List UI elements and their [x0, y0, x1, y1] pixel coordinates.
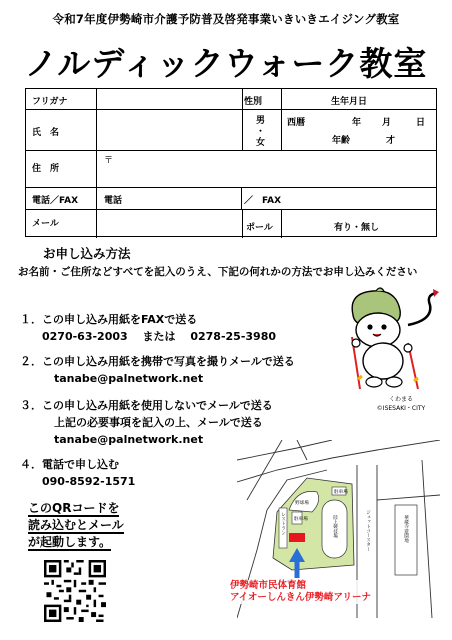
phone-number[interactable]: 090-8592-1571	[42, 475, 136, 488]
fax-numbers: 0270-63-2003 または 0278-25-3980	[42, 330, 276, 343]
venue-name: 伊勢崎市民体育館 アイオーしんきん伊勢崎アリーナ	[230, 580, 371, 603]
page-title: ノルディックウォーク教室	[24, 44, 428, 83]
phone-field[interactable]	[131, 188, 239, 208]
apply-heading: お申し込み方法	[43, 246, 131, 261]
furigana-label: フリガナ	[32, 97, 68, 107]
step-photo-mail	[20, 353, 295, 387]
pole-options[interactable]: 有り・無し	[334, 223, 380, 233]
registration-form	[25, 88, 437, 237]
mail-field[interactable]	[97, 210, 241, 237]
step-phone-title: ４．電話で申し込む	[20, 458, 119, 471]
furigana-field[interactable]	[97, 90, 241, 108]
phone-fax-label: 電話／FAX	[32, 196, 79, 206]
fax-field[interactable]	[296, 188, 436, 208]
postal-mark: 〒	[104, 156, 114, 166]
pole-label: ポール	[246, 223, 273, 233]
gender-male[interactable]: 男	[256, 116, 266, 126]
phone-label: 電話	[104, 196, 123, 206]
step-fax-title: １．この申し込み用紙をFAXで送る	[20, 313, 198, 326]
event-subtitle: 令和7年度伊勢崎市介護予防普及啓発事業いきいきエイジング教室	[52, 12, 400, 26]
name-field[interactable]	[97, 110, 241, 149]
map-label-coaster: ジェットコースター	[365, 510, 371, 552]
era-label: 西暦	[287, 118, 306, 128]
gender-separator: ・	[256, 127, 266, 137]
email-link[interactable]: tanabe@palnetwork.net	[54, 372, 204, 385]
mail-label: メール	[32, 219, 59, 229]
map-label-restaurant: レストラン	[280, 512, 286, 535]
fax-label: ／ FAX	[244, 196, 282, 206]
step-email	[20, 397, 273, 448]
age-unit: 才	[386, 136, 396, 146]
address-field[interactable]	[97, 151, 437, 186]
year-label: 年	[352, 118, 362, 128]
birthday-label: 生年月日	[331, 97, 368, 107]
map-label-track: 陸上競技場	[332, 515, 338, 538]
gender-label: 性別	[244, 97, 263, 107]
step-email-note: 上記の必要事項を記入の上、メールで送る	[54, 416, 263, 429]
month-label: 月	[382, 118, 392, 128]
step-email-title: ３．この申し込み用紙を使用しないでメールで送る	[20, 399, 273, 412]
map-label-parking-2: 駐車場	[294, 517, 308, 522]
address-label: 住 所	[32, 164, 60, 174]
day-label: 日	[416, 118, 426, 128]
email-link[interactable]: tanabe@palnetwork.net	[54, 433, 204, 446]
step-fax	[20, 311, 276, 345]
gender-female[interactable]: 女	[256, 138, 266, 148]
age-label: 年齢	[332, 136, 351, 146]
mascot-caption: くわまる ©ISESAKI・CITY	[376, 396, 426, 412]
gender-options[interactable]	[256, 116, 265, 149]
map-label-parking: 駐車場	[334, 490, 348, 495]
map-label-baseball: 野球場	[295, 501, 309, 506]
apply-intro: お名前・ご住所などすべてを記入のうえ、下記の何れかの方法でお申し込みください	[18, 266, 418, 278]
mascot-illustration	[338, 285, 442, 395]
step-phone	[20, 456, 135, 490]
qr-code[interactable]	[44, 560, 106, 622]
name-label: 氏 名	[32, 128, 60, 138]
step-photo-mail-title: ２．この申し込み用紙を携帯で写真を撮りメールで送る	[20, 355, 295, 368]
qr-caption: このQRコードを 読み込むとメール が起動します。	[28, 501, 124, 549]
map-label-amusement-park: 華蔵寺遊園地	[403, 515, 409, 543]
